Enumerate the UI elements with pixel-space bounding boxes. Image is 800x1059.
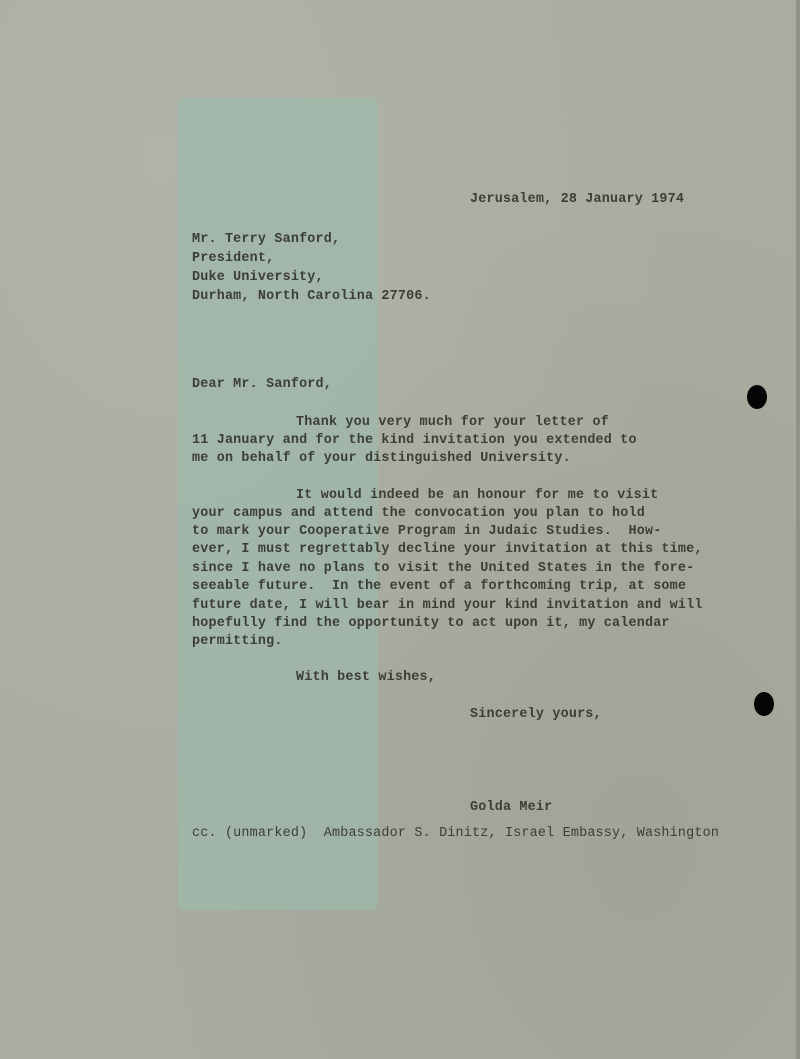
paragraph-2-line: your campus and attend the convocation you plan to hold [192,506,645,521]
dateline: Jerusalem, 28 January 1974 [470,192,685,207]
page-edge [796,0,800,1059]
paragraph-1-line: 11 January and for the kind invitation you extended to [192,433,637,448]
recipient-line: Mr. Terry Sanford, [192,232,341,247]
paragraph-2-line: since I have no plans to visit the United States in the fore- [192,561,695,576]
complimentary-close: Sincerely yours, [470,707,602,722]
closing-wishes: With best wishes, [296,670,437,685]
cc-line: cc. (unmarked) Ambassador S. Dinitz, Israel Embassy, Washington [192,826,720,841]
paragraph-2-line: permitting. [192,634,283,649]
paragraph-2-line: to mark your Cooperative Program in Judaic Studies. How- [192,524,662,539]
recipient-line: Durham, North Carolina 27706. [192,289,431,304]
paragraph-1-line: Thank you very much for your letter of [296,415,609,430]
punch-hole [754,692,774,716]
paragraph-2-line: future date, I will bear in mind your kind invitation and will [192,598,703,613]
recipient-line: President, [192,251,275,266]
salutation: Dear Mr. Sanford, [192,377,333,392]
paragraph-2-line: hopefully find the opportunity to act upon it, my calendar [192,616,670,631]
punch-hole [747,385,767,409]
paragraph-1-line: me on behalf of your distinguished University. [192,451,571,466]
paragraph-2-line: ever, I must regrettably decline your invitation at this time, [192,542,703,557]
paragraph-2-line: It would indeed be an honour for me to visit [296,488,659,503]
recipient-line: Duke University, [192,270,324,285]
signature-name: Golda Meir [470,800,553,815]
paragraph-2-line: seeable future. In the event of a forthcoming trip, at some [192,579,687,594]
